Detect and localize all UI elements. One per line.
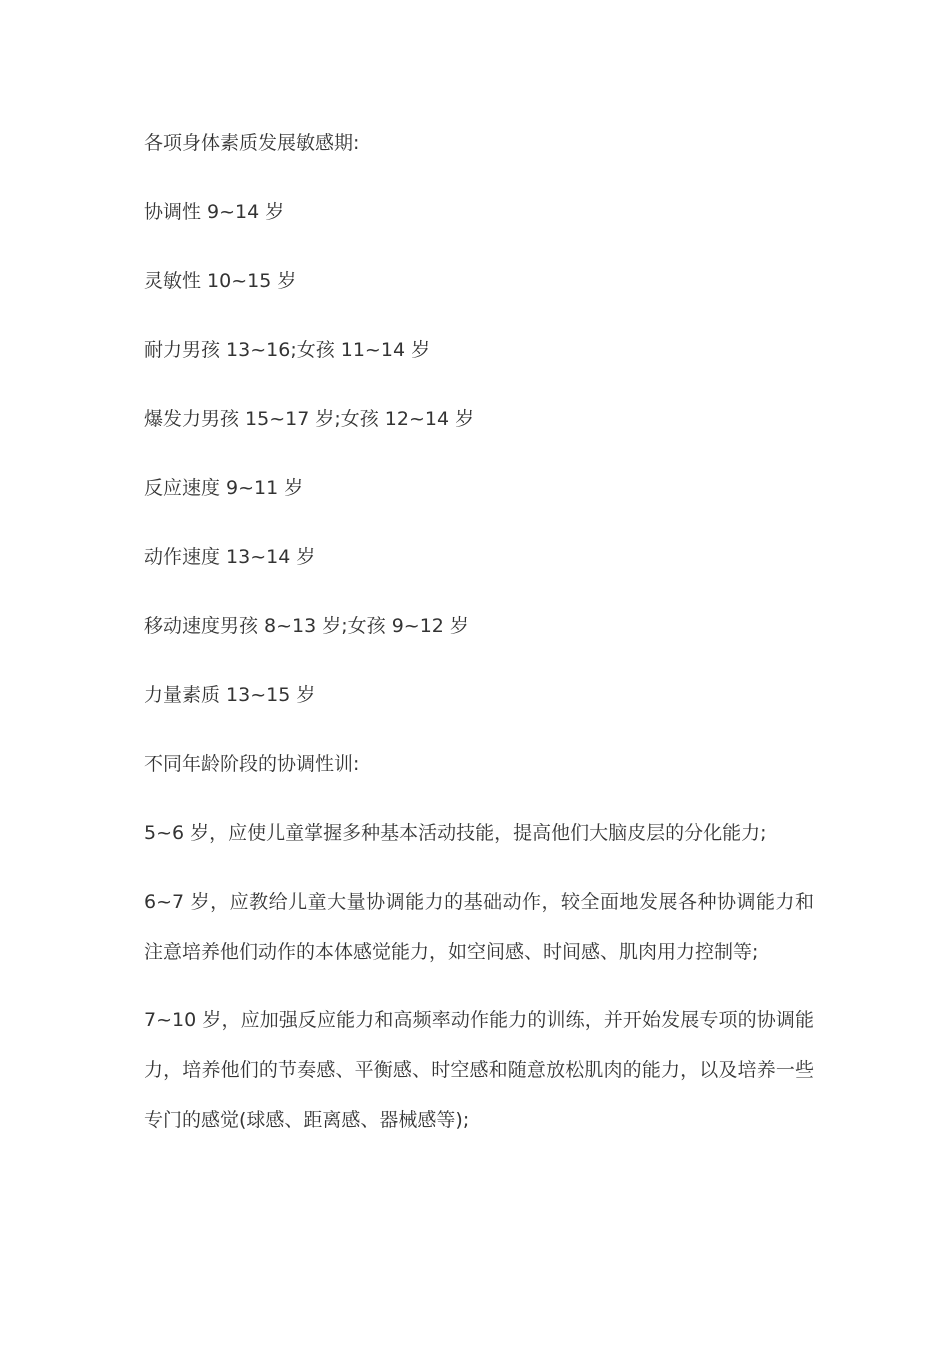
line-explosive-power: 爆发力男孩 15~17 岁;女孩 12~14 岁 xyxy=(144,408,475,430)
paragraph-age-5-6: 5~6 岁，应使儿童掌握多种基本活动技能，提高他们大脑皮层的分化能力; xyxy=(144,822,767,844)
section-heading-coordination-training: 不同年龄阶段的协调性训: xyxy=(144,753,360,775)
line-strength: 力量素质 13~15 岁 xyxy=(144,684,316,706)
line-movement-speed: 动作速度 13~14 岁 xyxy=(144,546,316,568)
paragraph-age-7-10: 7~10 岁，应加强反应能力和高频率动作能力的训练，并开始发展专项的协调能力，培养他们的节奏感、平衡感、时空感和随意放松肌肉的能力，以及培养一些专门的感觉(球感、距离感、器械感等); xyxy=(144,1009,814,1131)
line-reaction-speed: 反应速度 9~11 岁 xyxy=(144,477,304,499)
line-locomotion-speed: 移动速度男孩 8~13 岁;女孩 9~12 岁 xyxy=(144,615,469,637)
paragraph-age-6-7: 6~7 岁，应教给儿童大量协调能力的基础动作，较全面地发展各种协调能力和注意培养他们动作的本体感觉能力，如空间感、时间感、肌肉用力控制等; xyxy=(144,891,814,963)
section-heading-sensitive-periods: 各项身体素质发展敏感期: xyxy=(144,132,360,154)
line-agility: 灵敏性 10~15 岁 xyxy=(144,270,297,292)
line-endurance: 耐力男孩 13~16;女孩 11~14 岁 xyxy=(144,339,431,361)
document-body xyxy=(144,126,814,1171)
line-coordination: 协调性 9~14 岁 xyxy=(144,201,285,223)
